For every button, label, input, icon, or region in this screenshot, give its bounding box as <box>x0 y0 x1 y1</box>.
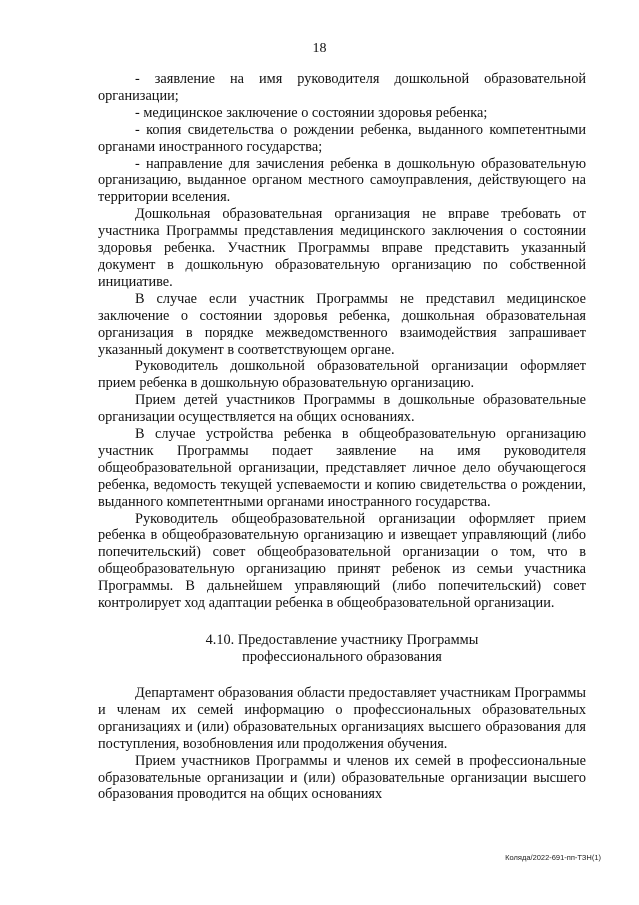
section-heading-line: 4.10. Предоставление участнику Программы <box>205 632 479 648</box>
paragraph: - направление для зачисления ребенка в дошкольную образовательную организацию, выданное органом местного самоуправления, действующего на территории вселения. <box>98 155 586 206</box>
paragraph: - копия свидетельства о рождении ребенка, выданного компетентными органами иностранного государства; <box>98 121 586 155</box>
section-heading <box>98 632 586 666</box>
document-body <box>98 71 586 803</box>
document-code: Коляда/2022-691-пп-ТЗН(1) <box>505 853 601 862</box>
paragraph: Прием детей участников Программы в дошкольные образовательные организации осуществляется на общих основаниях. <box>98 392 586 426</box>
paragraph: - заявление на имя руководителя дошкольной образовательной организации; <box>98 71 586 104</box>
section-heading-line: профессионального образования <box>242 649 442 665</box>
page-number: 18 <box>312 41 327 56</box>
paragraph: Прием участников Программы и членов их семей в профессиональные образовательные организации и (или) образовательные организации высшего образования проводится на общих основаниях <box>98 752 586 803</box>
paragraph: В случае устройства ребенка в общеобразовательную организацию участник Программы подает заявление на имя руководителя общеобразовательной организации, представляет личное дело обучающегося ребенка, ведомость текущей успеваемости и копию свидетельства о рождении, выданного компетентными органами иностранного государства. <box>98 426 586 510</box>
paragraph: Департамент образования области предоставляет участникам Программы и членам их семей информацию о профессиональных образовательных организациях и (или) образовательных организациях высшего образования для поступления, возобновления или продолжения обучения. <box>98 685 586 752</box>
paragraph: - медицинское заключение о состоянии здоровья ребенка; <box>135 104 488 121</box>
paragraph: Руководитель общеобразовательной организации оформляет прием ребенка в общеобразовательную организацию и извещает управляющий (либо попечительский) совет общеобразовательной организации о том, что в общеобразовательную организацию принят ребенок из семьи участника Программы. В дальнейшем управляющий (либо попечительский) совет контролирует ход адаптации ребенка в общеобразовательной организации. <box>98 510 586 612</box>
paragraph: Дошкольная образовательная организация не вправе требовать от участника Программы представления медицинского заключения о состоянии здоровья ребенка. Участник Программы вправе представить указанный документ в дошкольную образовательную организацию по собственной инициативе. <box>98 206 586 290</box>
paragraph: В случае если участник Программы не представил медицинское заключение о состоянии здоровья ребенка, дошкольная образовательная организация в порядке межведомственного взаимодействия запрашивает указанный документ в соответствующем органе. <box>98 290 586 358</box>
paragraph: Руководитель дошкольной образовательной организации оформляет прием ребенка в дошкольную образовательную организацию. <box>98 358 586 392</box>
